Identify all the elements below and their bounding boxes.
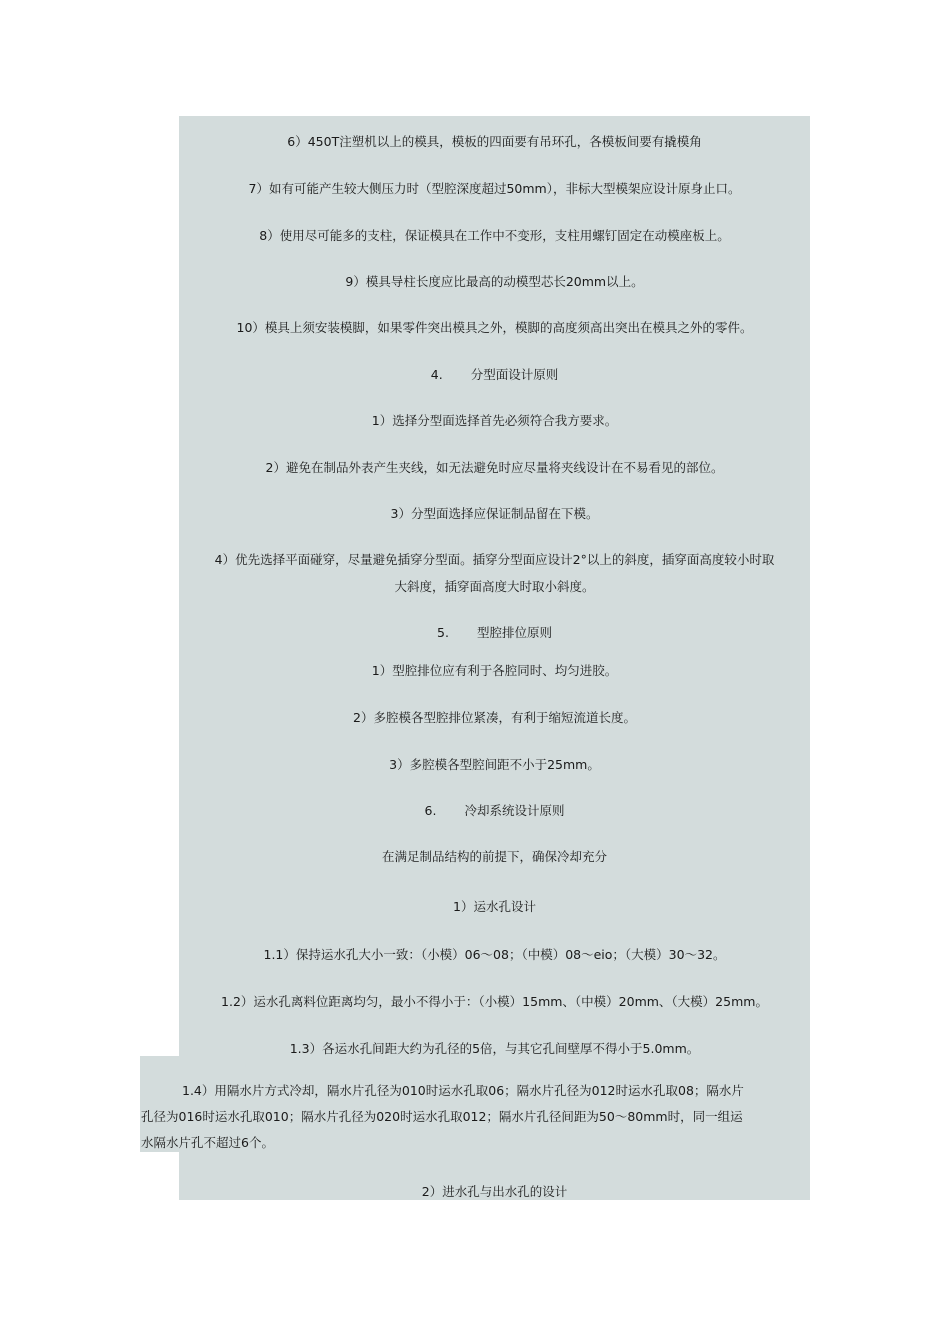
list-item: 1.3）各运水孔间距大约为孔径的5倍，与其它孔间壁厚不得小于5.0mm。 <box>289 1041 700 1056</box>
section-number: 5. <box>437 625 449 640</box>
list-item: 3）分型面选择应保证制品留在下模。 <box>390 506 599 521</box>
section-title: 冷却系统设计原则 <box>464 803 565 818</box>
section-number: 4. <box>430 367 443 382</box>
section-heading-6 <box>179 802 810 820</box>
sub-heading: 1）运水孔设计 <box>453 899 536 914</box>
list-item: 2）多腔模各型腔排位紧凑，有利于缩短流道长度。 <box>353 710 636 725</box>
list-item: 9）模具导柱长度应比最高的动模型芯长20mm以上。 <box>345 274 644 289</box>
list-item-continuation: 大斜度，插穿面高度大时取小斜度。 <box>394 579 595 594</box>
list-item: 7）如有可能产生较大侧压力时（型腔深度超过50mm），非标大型模架应设计原身止口。 <box>248 181 741 196</box>
section-title: 型腔排位原则 <box>476 625 552 640</box>
list-item: 2）避免在制品外表产生夹线，如无法避免时应尽量将夹线设计在不易看见的部位。 <box>265 460 724 475</box>
paragraph-line: 1.4）用隔水片方式冷却，隔水片孔径为010时运水孔取06；隔水片孔径为012时运水孔取08；隔水片 <box>182 1083 744 1098</box>
list-item: 6）450T注塑机以上的模具，模板的四面要有吊环孔，各模板间要有撬模角 <box>287 134 702 149</box>
list-item: 1）型腔排位应有利于各腔同时、均匀进胶。 <box>371 663 618 678</box>
list-item: 8）使用尽可能多的支柱，保证模具在工作中不变形，支柱用螺钉固定在动模座板上。 <box>259 228 730 243</box>
paragraph-line: 水隔水片孔不超过6个。 <box>141 1135 274 1150</box>
section-number: 6. <box>424 803 437 818</box>
list-item: 1.2）运水孔离料位距离均匀，最小不得小于：（小模）15mm、（中模）20mm、（大模）25mm。 <box>221 994 768 1009</box>
section-title: 分型面设计原则 <box>470 367 559 382</box>
section-heading-5 <box>179 624 810 642</box>
list-item: 10）模具上须安装模脚，如果零件突出模具之外，模脚的高度须高出突出在模具之外的零件。 <box>236 320 753 335</box>
list-item: 3）多腔模各型腔间距不小于25mm。 <box>389 757 600 772</box>
sub-heading: 2）进水孔与出水孔的设计 <box>421 1184 568 1199</box>
paragraph-line: 孔径为016时运水孔取010；隔水片孔径为020时运水孔取012；隔水片孔径间距为50〜80mm时，同一组运 <box>141 1109 743 1124</box>
paragraph: 在满足制品结构的前提下，确保冷却充分 <box>381 849 607 864</box>
section-heading-4 <box>179 366 810 384</box>
list-item: 1.1）保持运水孔大小一致：（小模）06〜08；（中模）08〜eio；（大模）30〜32。 <box>263 947 726 962</box>
list-item: 4）优先选择平面碰穿，尽量避免插穿分型面。插穿分型面应设计2°以上的斜度，插穿面高度较小时取 <box>214 552 775 567</box>
list-item: 1）选择分型面选择首先必须符合我方要求。 <box>371 413 618 428</box>
